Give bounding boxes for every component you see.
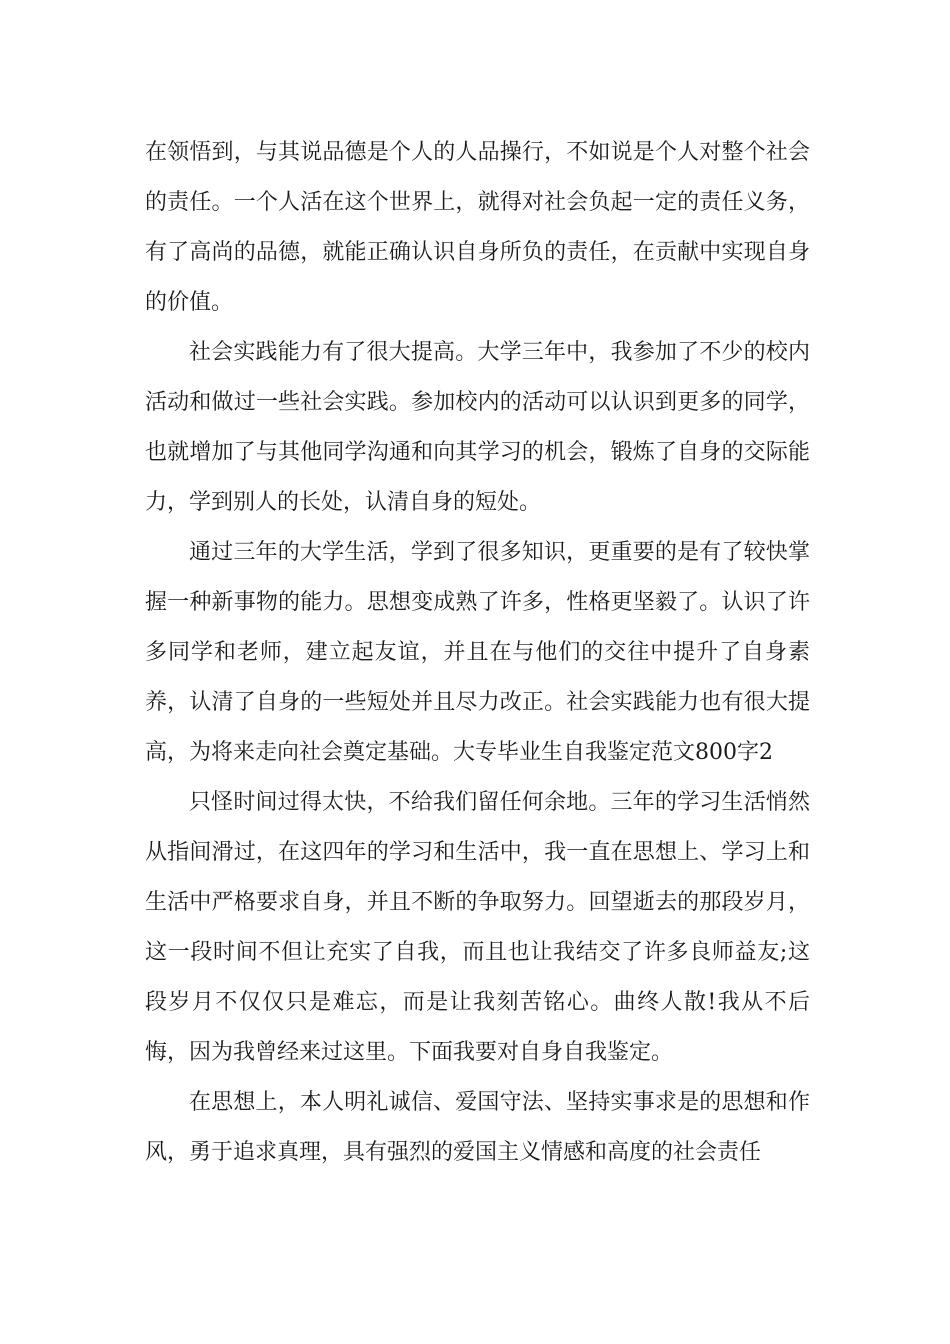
paragraph-2: 社会实践能力有了很大提高。大学三年中，我参加了不少的校内活动和做过一些社会实践。参加校内的活动可以认识到更多的同学，也就增加了与其他同学沟通和向其学习的机会，锻炼了自身的交际能力，学到别人的长处，认清自身的短处。 [145,340,810,515]
paragraph-3: 通过三年的大学生活，学到了很多知识，更重要的是有了较快掌握一种新事物的能力。思想变成熟了许多，性格更坚毅了。认识了许多同学和老师，建立起友谊，并且在与他们的交往中提升了自身素养，认清了自身的一些短处并且尽力改正。社会实践能力也有很大提高，为将来走向社会奠定基础。大专毕业生自我鉴定范文800字2 [145,540,810,765]
paragraph-4: 只怪时间过得太快，不给我们留任何余地。三年的学习生活悄然从指间滑过，在这四年的学习和生活中，我一直在思想上、学习上和生活中严格要求自身，并且不断的争取努力。回望逝去的那段岁月，这一段时间不但让充实了自我，而且也让我结交了许多良师益友;这段岁月不仅仅只是难忘，而是让我刻苦铭心。曲终人散!我从不后悔，因为我曾经来过这里。下面我要对自身自我鉴定。 [145,790,810,1065]
paragraph-1: 在领悟到，与其说品德是个人的人品操行，不如说是个人对整个社会的责任。一个人活在这个世界上，就得对社会负起一定的责任义务，有了高尚的品德，就能正确认识自身所负的责任，在贡献中实现自身的价值。 [145,140,810,315]
document-body [145,128,810,1178]
paragraph-5: 在思想上，本人明礼诚信、爱国守法、坚持实事求是的思想和作风，勇于追求真理，具有强烈的爱国主义情感和高度的社会责任 [145,1090,810,1165]
